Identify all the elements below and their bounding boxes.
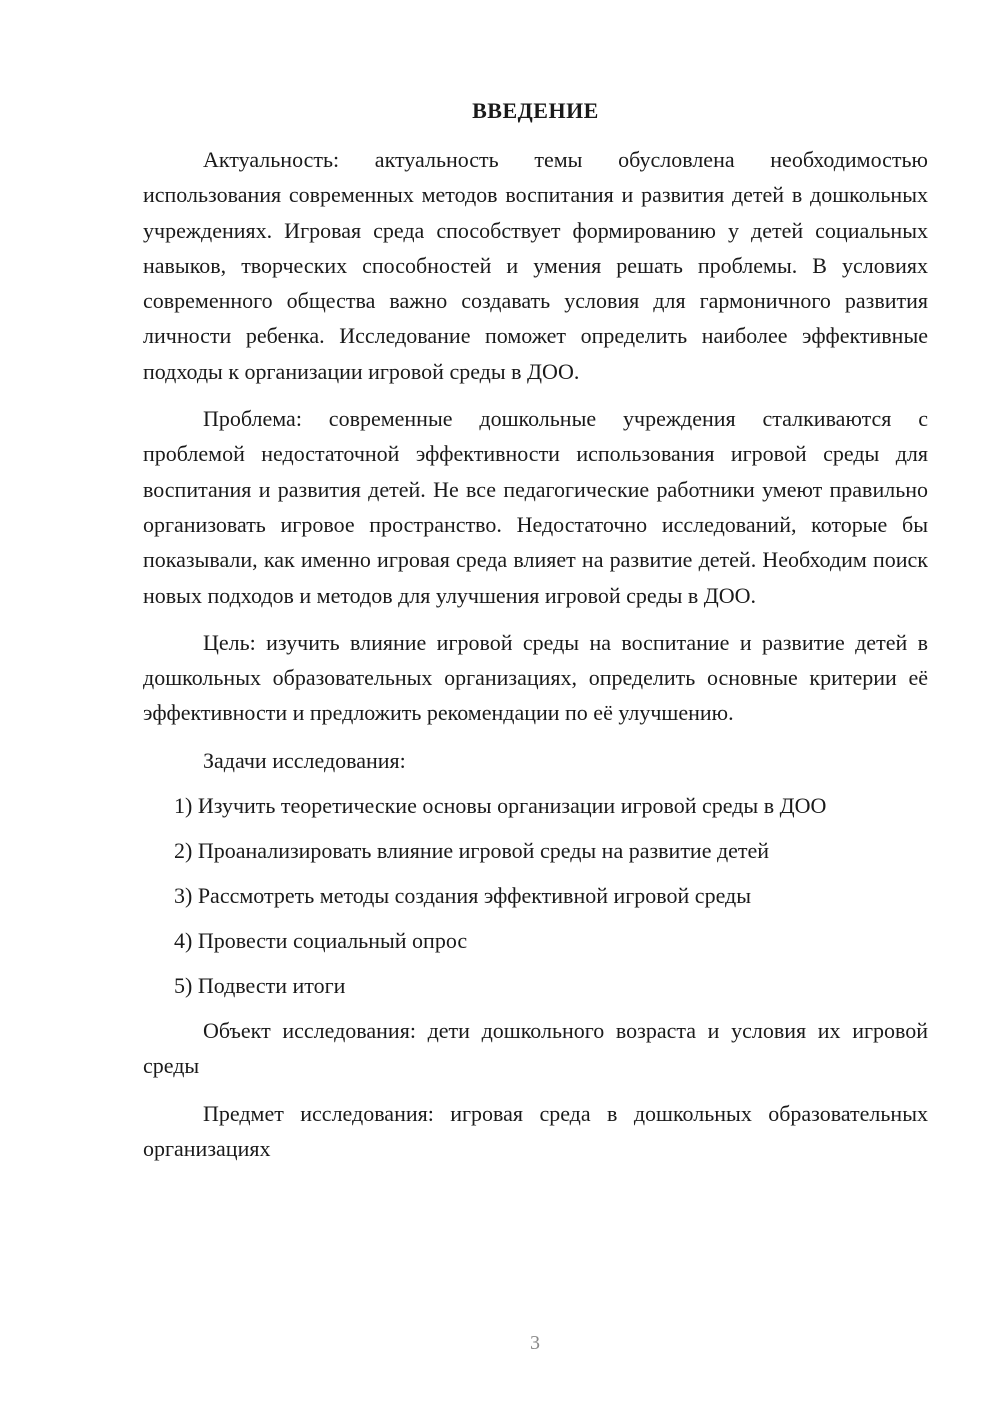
tasks-list	[143, 788, 928, 1003]
paragraph-problem: Проблема: современные дошкольные учреждения сталкиваются с проблемой недостаточной эффективности использования игровой среды для воспитания и развития детей. Не все педагогические работники умеют правильно организовать игровое пространство. Недостаточно исследований, которые бы показывали, как именно игровая среда влияет на развитие детей. Необходим поиск новых подходов и методов для улучшения игровой среды в ДОО.	[143, 406, 928, 608]
paragraph-relevance: Актуальность: актуальность темы обусловлена необходимостью использования современных методов воспитания и развития детей в дошкольных учреждениях. Игровая среда способствует формированию у детей социальных навыков, творческих способностей и умения решать проблемы. В условиях современного общества важно создавать условия для гармоничного развития личности ребенка. Исследование поможет определить наиболее эффективные подходы к организации игровой среды в ДОО.	[143, 147, 928, 384]
paragraph-subject: Предмет исследования: игровая среда в дошкольных образовательных организациях	[143, 1100, 928, 1161]
document-page	[143, 96, 928, 1178]
tasks-heading: Задачи исследования:	[203, 747, 406, 773]
list-item: 3) Рассмотреть методы создания эффективной игровой среды	[174, 883, 752, 909]
page-number: 3	[530, 1332, 540, 1354]
page-title: ВВЕДЕНИЕ	[472, 98, 599, 123]
list-item: 1) Изучить теоретические основы организации игровой среды в ДОО	[174, 793, 827, 819]
paragraph-object: Объект исследования: дети дошкольного возраста и условия их игровой среды	[143, 1018, 928, 1079]
paragraph-goal: Цель: изучить влияние игровой среды на воспитание и развитие детей в дошкольных образовательных организациях, определить основные критерии её эффективности и предложить рекомендации по её улучшению.	[143, 629, 928, 726]
list-item: 4) Провести социальный опрос	[174, 928, 468, 954]
list-item: 2) Проанализировать влияние игровой среды на развитие детей	[174, 838, 770, 864]
list-item: 5) Подвести итоги	[174, 973, 346, 999]
